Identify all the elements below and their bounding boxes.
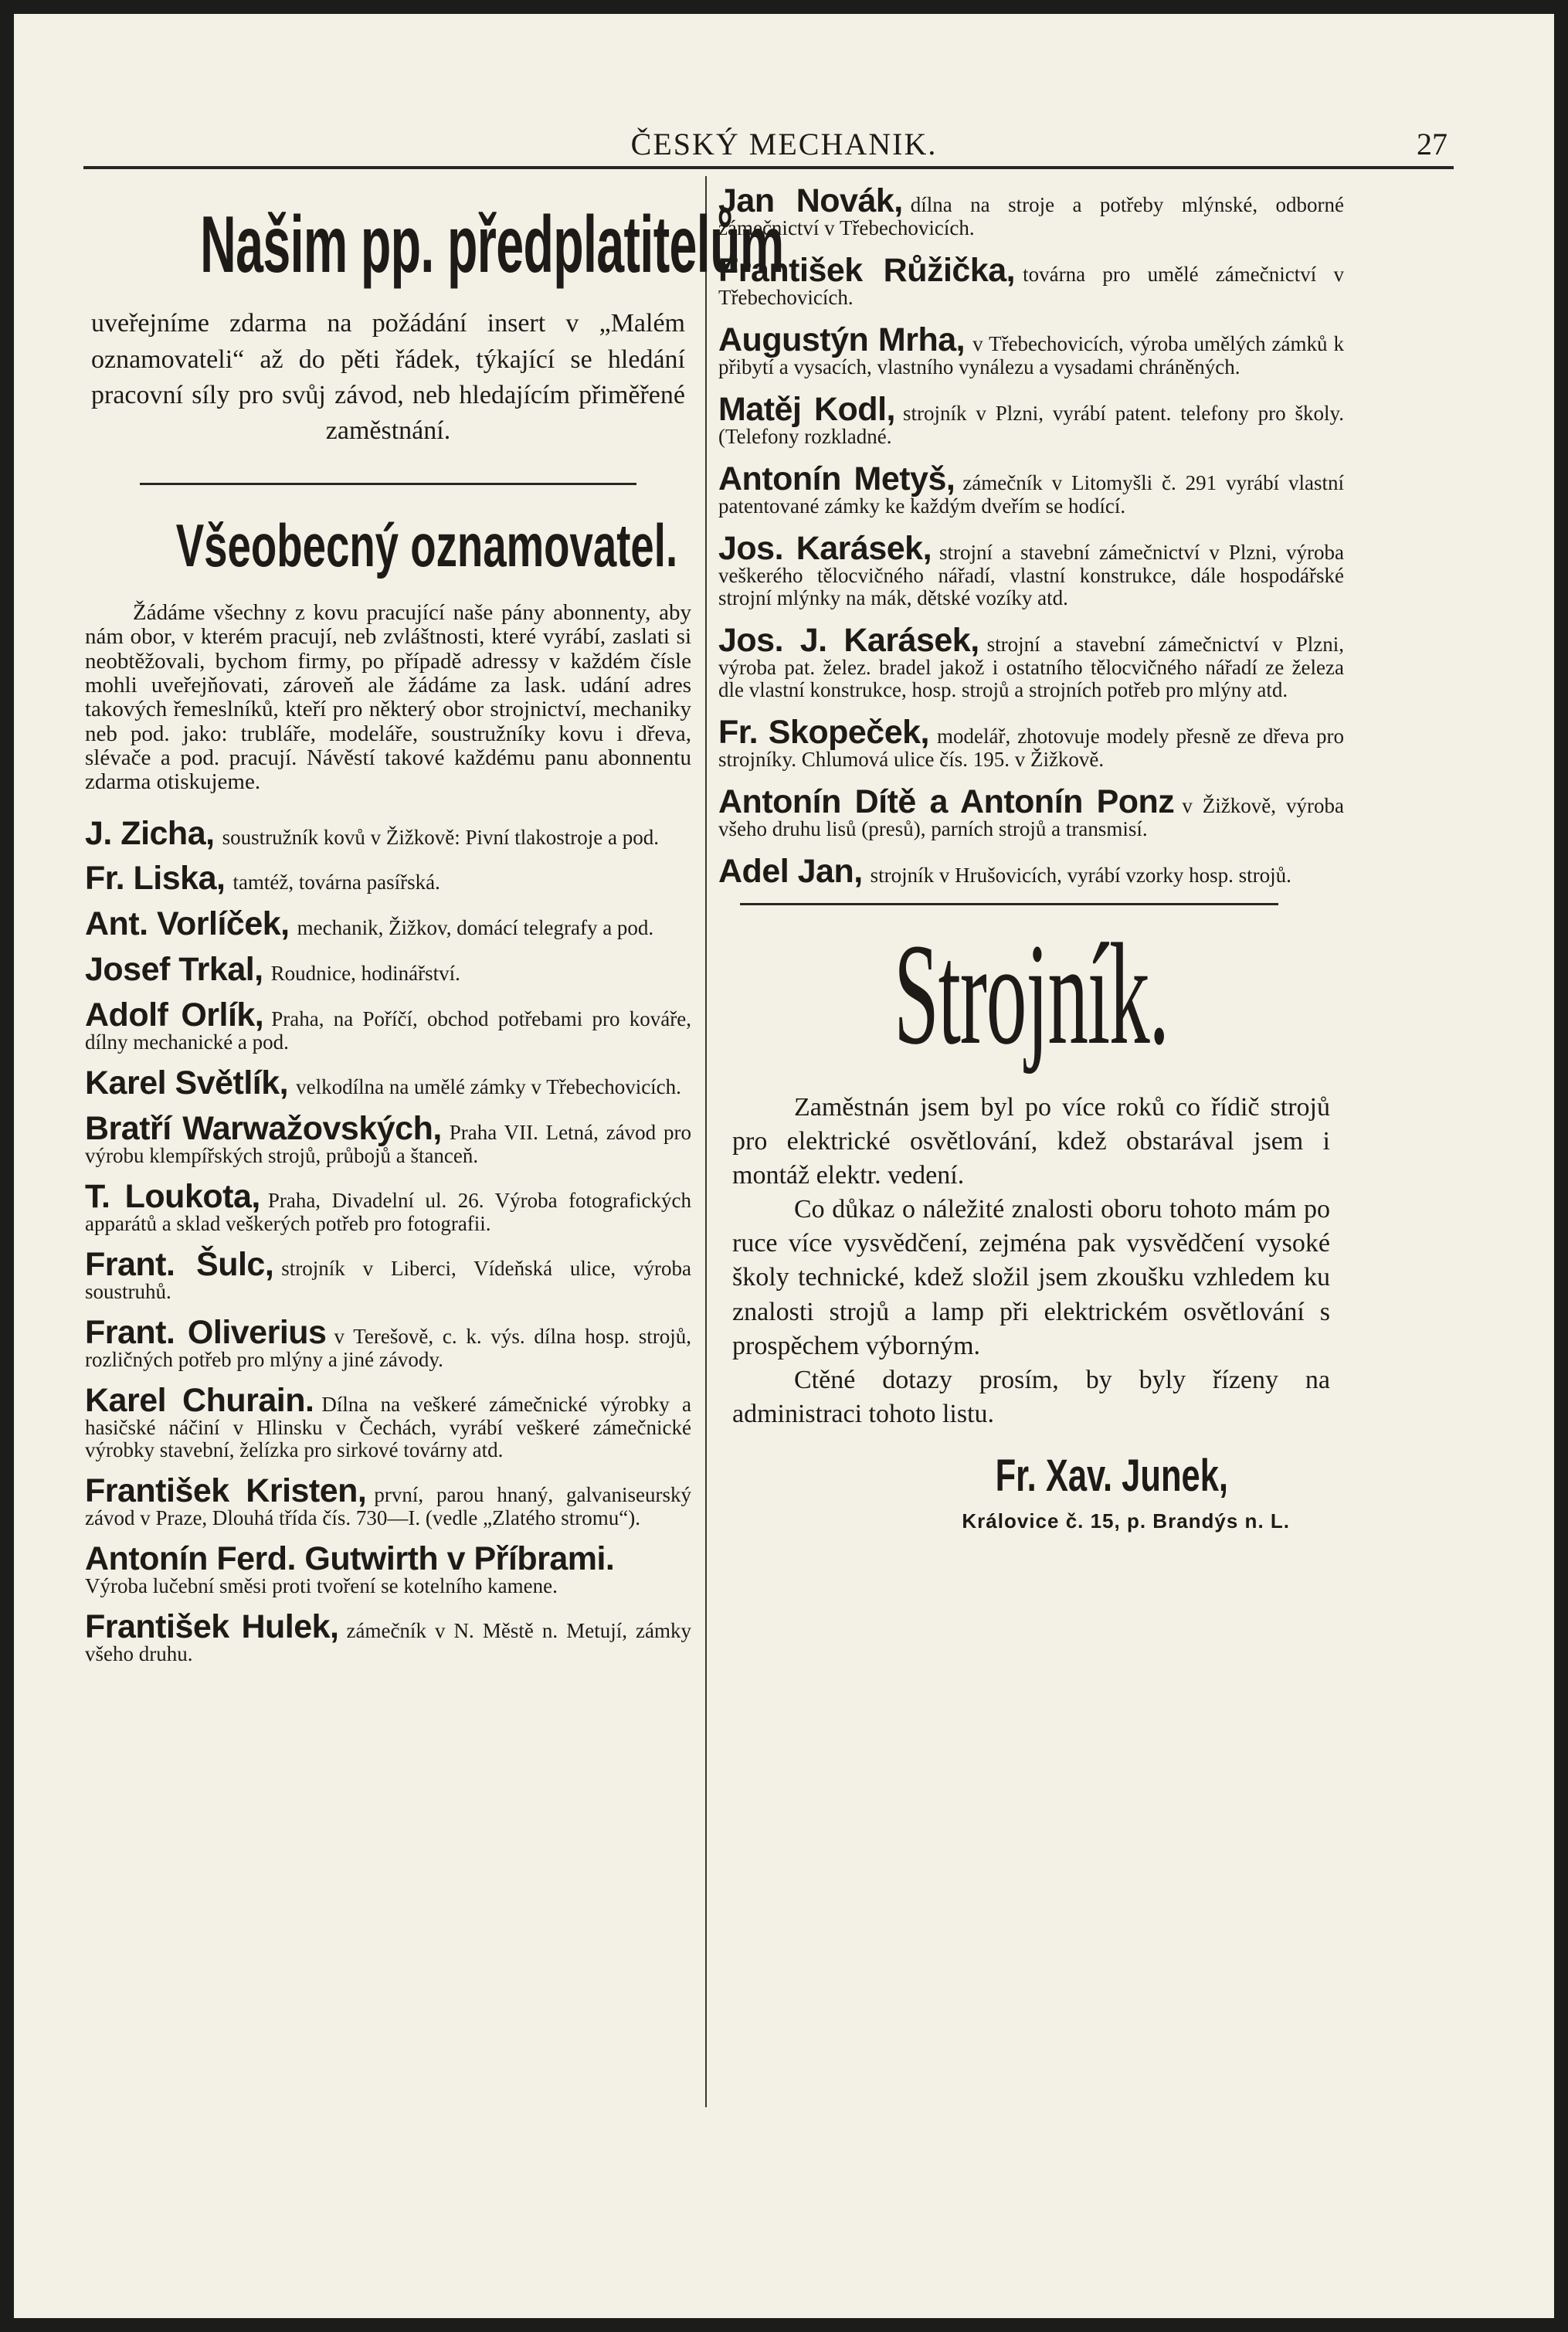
listing-entry bbox=[85, 1381, 691, 1461]
listing-text: strojní a stavební zámečnictví v Plzni, výroba veškerého tělocvičného nářadí, vlastní konstrukce, dále hospodářské strojní mlýnky na mák, dětské vozíky atd. bbox=[718, 541, 1345, 609]
listing-name: Adolf Orlík, bbox=[85, 996, 264, 1034]
listing-entry bbox=[718, 321, 1344, 378]
listing-entry bbox=[85, 1109, 691, 1167]
listing-name: Bratří Warwažovských, bbox=[85, 1109, 442, 1147]
listing-name: Jan Novák, bbox=[718, 182, 903, 219]
listing-text: strojník v Plzni, vyrábí patent. telefony pro školy. (Telefony rozkladné. bbox=[718, 402, 1344, 448]
listing-text: dílna na stroje a potřeby mlýnské, odborné zámečnictví v Třebechovicích. bbox=[718, 193, 1344, 239]
listing-text: v Terešově, c. k. výs. dílna hosp. strojů, rozličných potřeb pro mlýny a jiné závody. bbox=[85, 1324, 691, 1371]
listing-name: Fr. Liska, bbox=[85, 860, 226, 898]
listing-text: zámečník v Litomyšli č. 291 vyrábí vlastní patentované zámky ke každým dveřím se hodící. bbox=[718, 471, 1344, 518]
listing-text: strojní a stavební zámečnictví v Plzni, výroba pat. želez. bradel jakož i ostatního tělocvičného nářadí ze železa dle vlastní konstrukce, hosp. strojů a strojních potřeb pro mlýny atd. bbox=[718, 633, 1344, 702]
listing-name: Antonín Metyš, bbox=[718, 460, 955, 497]
ad-paragraph: Zaměstnán jsem byl po více roků co řídič strojů pro elektrické osvětlování, kdež obstarával jsem i montáž elektr. vedení. bbox=[732, 1092, 1330, 1190]
listing-name: Augustýn Mrha, bbox=[718, 321, 966, 358]
ad-title: Strojník. bbox=[894, 913, 1169, 1075]
listing-text: strojník v Liberci, Vídeňská ulice, výroba soustruhů. bbox=[85, 1256, 691, 1303]
listing-text: strojník v Hrušovicích, vyrábí vzorky hosp. strojů. bbox=[870, 864, 1291, 888]
listing-entry bbox=[718, 853, 1344, 891]
subscribers-intro: uveřejníme zdarma na požádání insert v „Malém oznamovateli“ až do pěti řádek, týkající se hledání pracovní síly pro svůj závod, neb hledajícím přiměřené zaměstnání. bbox=[91, 309, 685, 446]
section-rule bbox=[140, 483, 637, 485]
listing-entry bbox=[85, 860, 691, 898]
listing-text: modelář, zhotovuje modely přesně ze dřeva pro strojníky. Chlumová ulice čís. 195. v Žižkově. bbox=[718, 725, 1344, 772]
listing-text: mechanik, Žižkov, domácí telegrafy a pod. bbox=[297, 916, 654, 940]
listing-text: Dílna na veškeré zámečnické výrobky a hasičské náčiní v Hlinsku v Čechách, vyrábí veškeré zámečnické výrobky stavební, želízka pro sirkové továrny atd. bbox=[85, 1392, 691, 1461]
listing-entry bbox=[85, 905, 691, 943]
listing-entry bbox=[85, 1608, 691, 1665]
ad-rule bbox=[740, 903, 1278, 905]
listing-text: soustružník kovů v Žižkově: Pivní tlakostroje a pod. bbox=[222, 825, 660, 849]
listing-entry bbox=[85, 996, 692, 1054]
listing-name: Karel Světlík, bbox=[85, 1064, 289, 1102]
listing-name: Antonín Ferd. Gutwirth v Příbrami. bbox=[85, 1540, 615, 1577]
listing-entry bbox=[718, 783, 1344, 841]
listing-text: Praha, Divadelní ul. 26. Výroba fotografických apparátů a sklad veškerých potřeb pro fotografii. bbox=[85, 1188, 691, 1235]
listing-text: velkodílna na umělé zámky v Třebechovicích. bbox=[296, 1075, 681, 1098]
listing-text: Výroba lučební směsi proti tvoření se kotelního kamene. bbox=[85, 1573, 558, 1597]
ad-signature: Fr. Xav. Junek, bbox=[995, 1451, 1228, 1502]
listing-text: tamtéž, továrna pasířská. bbox=[232, 871, 440, 894]
listing-entry bbox=[85, 1177, 691, 1235]
listing-entry bbox=[85, 814, 691, 852]
listing-text: Roudnice, hodinářství. bbox=[270, 962, 460, 986]
listing-name: Josef Trkal, bbox=[85, 951, 263, 989]
ad-paragraph: Co důkaz o náležité znalosti oboru tohoto mám po ruce více vysvědčení, zejména pak vysvědčení vysoké školy technické, kdež složil jsem zkoušku vzhledem ku znalosti strojů a lamp při elektrickém osvětlování s prospěchem výborným. bbox=[732, 1195, 1330, 1360]
listing-entry bbox=[718, 252, 1344, 309]
ad-address: Královice č. 15, p. Brandýs n. L. bbox=[962, 1509, 1290, 1533]
running-title: ČESKÝ MECHANIK. bbox=[630, 127, 938, 161]
listing-name: Frant. Šulc, bbox=[85, 1245, 274, 1283]
listing-name: František Kristen, bbox=[85, 1472, 367, 1509]
listing-text: Praha VII. Letná, závod pro výrobu klempířských strojů, průbojů a štanceň. bbox=[85, 1120, 691, 1167]
general-advertiser-title: Všeobecný oznamovatel. bbox=[175, 511, 678, 580]
page-number: 27 bbox=[1417, 127, 1448, 161]
column-divider bbox=[705, 176, 707, 2107]
listing-entry bbox=[85, 1313, 691, 1371]
listing-entry bbox=[85, 951, 691, 989]
listing-entry bbox=[718, 182, 1344, 239]
listing-entry bbox=[718, 622, 1344, 702]
listing-entry bbox=[718, 391, 1344, 448]
listing-text: zámečník v N. Městě n. Metují, zámky všeho druhu. bbox=[85, 1619, 691, 1665]
listing-name: Antonín Dítě a Antonín Ponz bbox=[718, 783, 1175, 821]
listing-entry bbox=[85, 1064, 691, 1102]
listing-text: v Žižkově, výroba všeho druhu lisů (presů), parních strojů a transmisí. bbox=[718, 794, 1344, 841]
ad-paragraph: Ctěné dotazy prosím, by byly řízeny na administraci tohoto listu. bbox=[732, 1366, 1330, 1429]
listing-name: Jos. J. Karásek, bbox=[718, 622, 979, 660]
left-column bbox=[85, 185, 784, 1679]
listing-entry bbox=[85, 1245, 691, 1303]
header-rule bbox=[83, 166, 1454, 169]
listing-entry bbox=[718, 460, 1344, 518]
listing-name: Karel Churain. bbox=[85, 1381, 314, 1419]
listing-text: v Třebechovicích, výroba umělých zámků k přibytí a vysacích, vlastního vynálezu a vysadami chráněných. bbox=[718, 332, 1344, 378]
listing-text: továrna pro umělé zámečnictví v Třebechovicích. bbox=[718, 263, 1344, 309]
listing-name: Fr. Skopeček, bbox=[718, 714, 929, 752]
listing-text: Praha, na Poříčí, obchod potřebami pro kováře, dílny mechanické a pod. bbox=[85, 1007, 692, 1054]
listing-name: J. Zicha, bbox=[85, 814, 215, 852]
listing-name: Jos. Karásek, bbox=[718, 530, 932, 567]
page bbox=[14, 14, 1554, 2318]
general-advertiser-text: Žádáme všechny z kovu pracující naše pány abonnenty, aby nám obor, v kterém pracují, neb zvláštnosti, které vyrábí, zaslati si neobtěžovali, bychom firmy, po případě adressy v každém čísle mohli uveřejňovati, zároveň ale žádáme za lask. udání adres takových řemeslníků, kteří pro některý obor strojnictví, mechaniky neb pod. jako: trubláře, modeláře, soustružníky kovu i dřeva, slévače a pod. pracují. Návěstí takové každému panu abonnentu zdarma otiskujeme. bbox=[85, 600, 691, 795]
subscribers-title: Našim pp. předplatitelům bbox=[200, 200, 784, 290]
listing-name: František Růžička, bbox=[718, 252, 1016, 289]
listing-entry bbox=[85, 1472, 691, 1529]
page-header bbox=[14, 118, 1554, 172]
listing-text: první, parou hnaný, galvaniseurský závod v Praze, Dlouhá třída čís. 730—I. (vedle „Zlatého stromu“). bbox=[85, 1483, 691, 1529]
listing-entry bbox=[85, 1540, 691, 1597]
listing-name: František Hulek, bbox=[85, 1608, 339, 1645]
listing-name: Frant. Oliverius bbox=[85, 1313, 327, 1351]
listing-entry bbox=[718, 714, 1344, 772]
right-column bbox=[718, 182, 1345, 1533]
listing-name: Adel Jan, bbox=[718, 853, 863, 891]
listing-name: Ant. Vorlíček, bbox=[85, 905, 290, 943]
listing-entry bbox=[718, 530, 1345, 609]
listing-name: T. Loukota, bbox=[85, 1177, 260, 1215]
listing-name: Matěj Kodl, bbox=[718, 391, 895, 428]
